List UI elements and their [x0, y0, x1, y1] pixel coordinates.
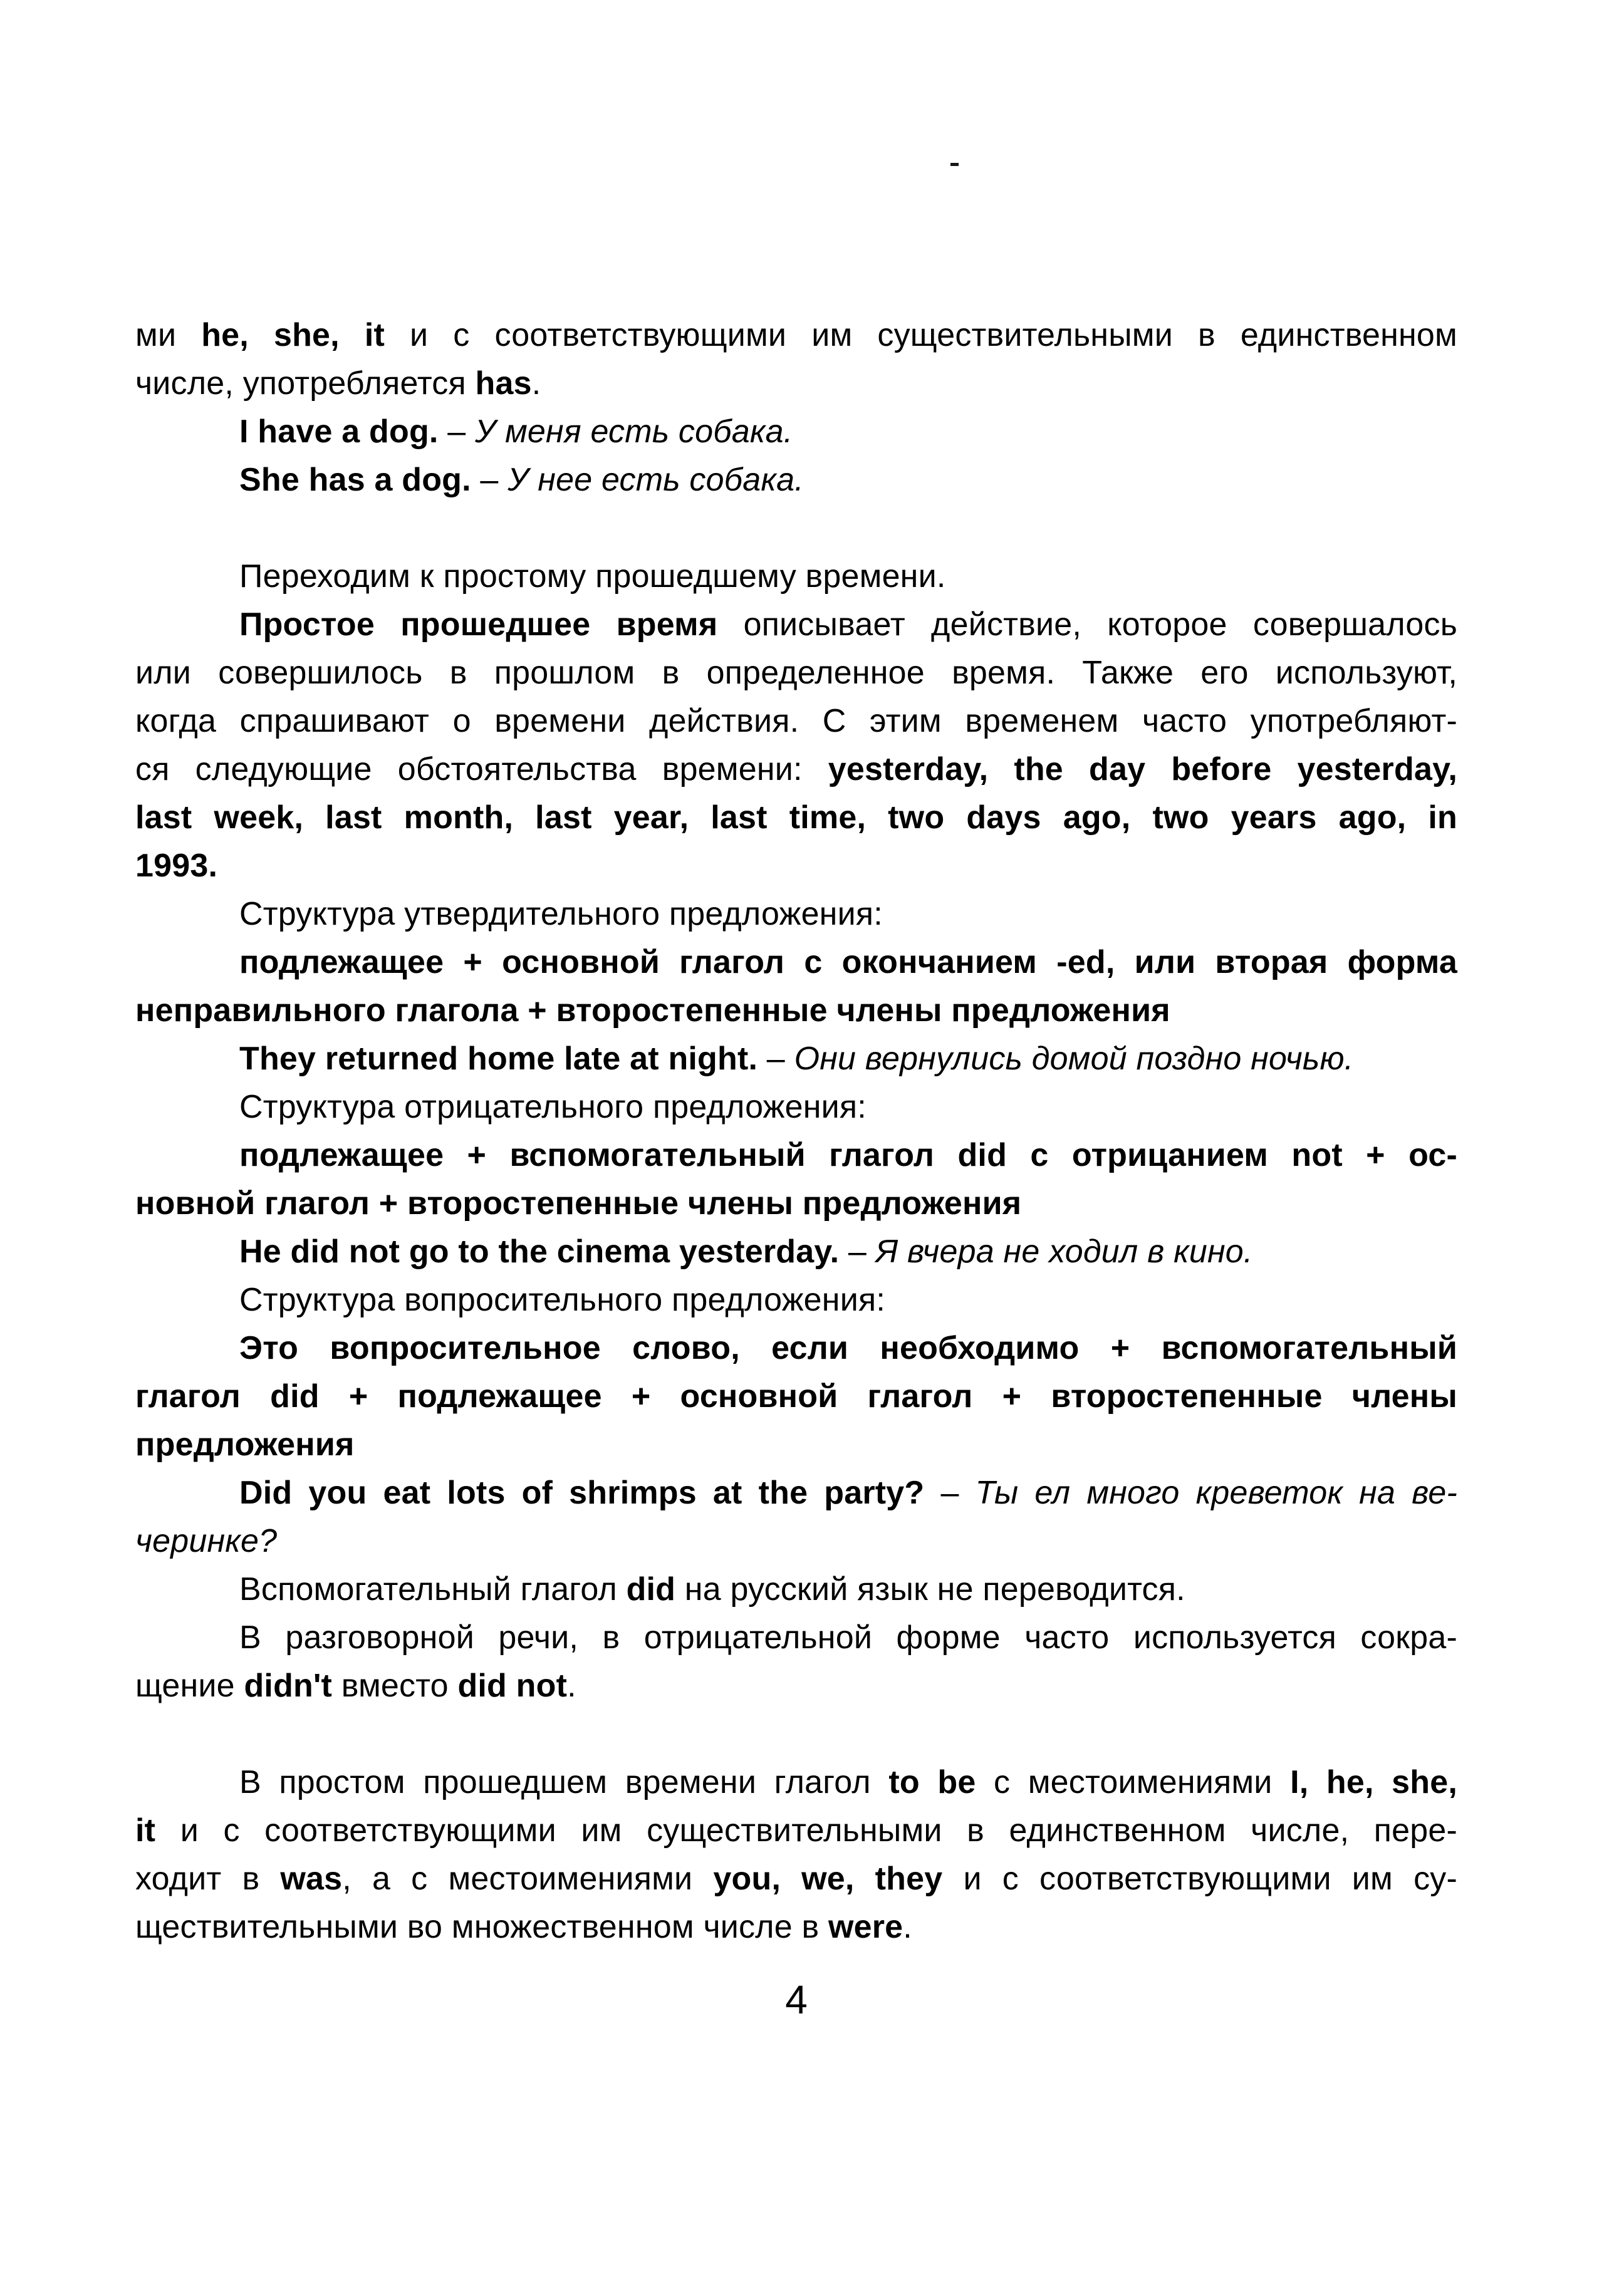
text-line [135, 1807, 1457, 1855]
text-run: ходит в [135, 1861, 281, 1897]
para-example-he-did-not [135, 1228, 1457, 1276]
para-example-they-returned [135, 1035, 1457, 1083]
para-did-not-translated [135, 1566, 1457, 1614]
text-run: . [567, 1668, 576, 1704]
text-run: yesterday, the day before yesterday, [828, 751, 1457, 787]
text-line [135, 601, 1457, 649]
text-run: to be [888, 1764, 976, 1800]
text-run: когда спрашивают о времени действия. С этим временем часто употребляют- [135, 703, 1457, 739]
text-run: числе, употребляется [135, 365, 476, 402]
text-run: и с соответствующими им существительными в единственном [385, 317, 1457, 353]
text-run: черинке? [135, 1523, 278, 1559]
para-struct-question [135, 1276, 1457, 1324]
text-line [135, 1180, 1457, 1228]
text-block [135, 311, 1457, 1951]
text-run: новной глагол + второстепенные члены предложения [135, 1185, 1022, 1222]
text-line [135, 1276, 1457, 1324]
text-run: Это вопросительное слово, если необходимо + вспомогательный [239, 1330, 1457, 1366]
text-run: . [531, 365, 541, 402]
text-line [135, 1469, 1457, 1517]
text-run: Вспомогательный глагол [239, 1571, 627, 1608]
text-run: She has a dog. [239, 462, 471, 498]
text-run: ми [135, 317, 202, 353]
text-line [135, 408, 1457, 456]
text-run: Структура утвердительного предложения: [239, 896, 883, 932]
text-line [135, 842, 1457, 890]
text-run: на русский язык не переводится. [675, 1571, 1185, 1608]
text-run: и с соответствующими им су- [942, 1861, 1457, 1897]
text-line [135, 697, 1457, 745]
text-line [135, 649, 1457, 697]
text-run: has [475, 365, 532, 402]
para-to-be-past [135, 1758, 1457, 1951]
text-line [135, 1421, 1457, 1469]
text-run: с местоимениями [976, 1764, 1291, 1800]
para-example-she-has [135, 456, 1457, 504]
para-struct-negative [135, 1083, 1457, 1131]
text-run: He did not go to the cinema yesterday. [239, 1234, 840, 1270]
text-line [135, 745, 1457, 794]
text-run: Я вчера не ходил в кино. [875, 1234, 1253, 1270]
para-has-continuation [135, 311, 1457, 408]
text-run: 1993. [135, 848, 218, 884]
text-run: – [839, 1234, 876, 1270]
text-run: were [828, 1909, 903, 1945]
text-run: . [903, 1909, 912, 1945]
text-run: У нее есть собака. [508, 462, 804, 498]
text-run: he, she, it [201, 317, 385, 353]
para-didnt-contraction [135, 1614, 1457, 1710]
para-example-i-have [135, 408, 1457, 456]
para-perehodim [135, 553, 1457, 601]
text-run: щение [135, 1668, 244, 1704]
para-formula-question [135, 1324, 1457, 1469]
text-run: – [438, 413, 475, 450]
text-run: did [626, 1571, 676, 1608]
text-run: didn't [244, 1668, 333, 1704]
text-run: Простое прошедшее время [239, 606, 718, 643]
text-run: – [757, 1041, 794, 1077]
text-run: или совершилось в прошлом в определенное время. Также его используют, [135, 655, 1457, 691]
text-run: Структура вопросительного предложения: [239, 1282, 885, 1318]
text-line [135, 1614, 1457, 1662]
para-formula-affirmative [135, 938, 1457, 1035]
text-run: Они вернулись домой поздно ночью. [794, 1041, 1354, 1077]
text-run: did not [457, 1668, 568, 1704]
scan-artifact-dash [950, 163, 959, 166]
text-run: I have a dog. [239, 413, 439, 450]
text-line [135, 456, 1457, 504]
text-line [135, 1517, 1457, 1566]
text-run: ществительными во множественном числе в [135, 1909, 828, 1945]
text-run: предложения [135, 1426, 355, 1463]
para-formula-negative [135, 1131, 1457, 1228]
text-run: last week, last month, last year, last time, two days ago, two years ago, in [135, 799, 1457, 836]
text-line [135, 938, 1457, 987]
text-run: В простом прошедшем времени глагол [239, 1764, 889, 1800]
text-run: ся следующие обстоятельства времени: [135, 751, 828, 787]
text-line [135, 1855, 1457, 1903]
text-line [135, 1035, 1457, 1083]
text-line [135, 890, 1457, 938]
text-line [135, 1758, 1457, 1807]
text-run: – [924, 1475, 976, 1511]
text-line [135, 1324, 1457, 1373]
text-run: неправильного глагола + второстепенные члены предложения [135, 992, 1170, 1029]
text-line [135, 794, 1457, 842]
text-run: У меня есть собака. [475, 413, 793, 450]
text-line [135, 1566, 1457, 1614]
text-run: подлежащее + вспомогательный глагол did с отрицанием not + ос- [239, 1137, 1457, 1173]
text-run: глагол did + подлежащее + основной глагол + второстепенные члены [135, 1378, 1457, 1415]
text-line [135, 1083, 1457, 1131]
text-run: , а с местоимениями [342, 1861, 714, 1897]
text-line [135, 1662, 1457, 1710]
text-line [135, 1131, 1457, 1180]
text-run: и с соответствующими им существительными в единственном числе, пере- [155, 1812, 1457, 1849]
text-run: I, he, she, [1290, 1764, 1458, 1800]
text-run: Did you eat lots of shrimps at the party? [239, 1475, 925, 1511]
text-run: Структура отрицательного предложения: [239, 1089, 867, 1125]
text-run: Переходим к простому прошедшему времени. [239, 558, 946, 595]
text-line [135, 987, 1457, 1035]
para-example-did-you-eat [135, 1469, 1457, 1566]
text-line [135, 1228, 1457, 1276]
text-run: was [280, 1861, 343, 1897]
text-run: They returned home late at night. [239, 1041, 758, 1077]
text-run: В разговорной речи, в отрицательной форме часто используется сокра- [239, 1619, 1457, 1656]
para-struct-affirmative [135, 890, 1457, 938]
text-run: вместо [332, 1668, 458, 1704]
text-line [135, 1373, 1457, 1421]
text-run: описывает действие, которое совершалось [717, 606, 1457, 643]
text-line [135, 360, 1457, 408]
text-run: Ты ел много креветок на ве- [975, 1475, 1457, 1511]
text-run: you, we, they [713, 1861, 943, 1897]
text-line [135, 553, 1457, 601]
text-run: – [471, 462, 508, 498]
para-simple-past-desc [135, 601, 1457, 890]
text-run: it [135, 1812, 156, 1849]
text-line [135, 1903, 1457, 1951]
page-number: 4 [785, 1977, 808, 2022]
text-run: подлежащее + основной глагол с окончанием -ed, или вторая форма [239, 944, 1457, 980]
text-line [135, 311, 1457, 360]
